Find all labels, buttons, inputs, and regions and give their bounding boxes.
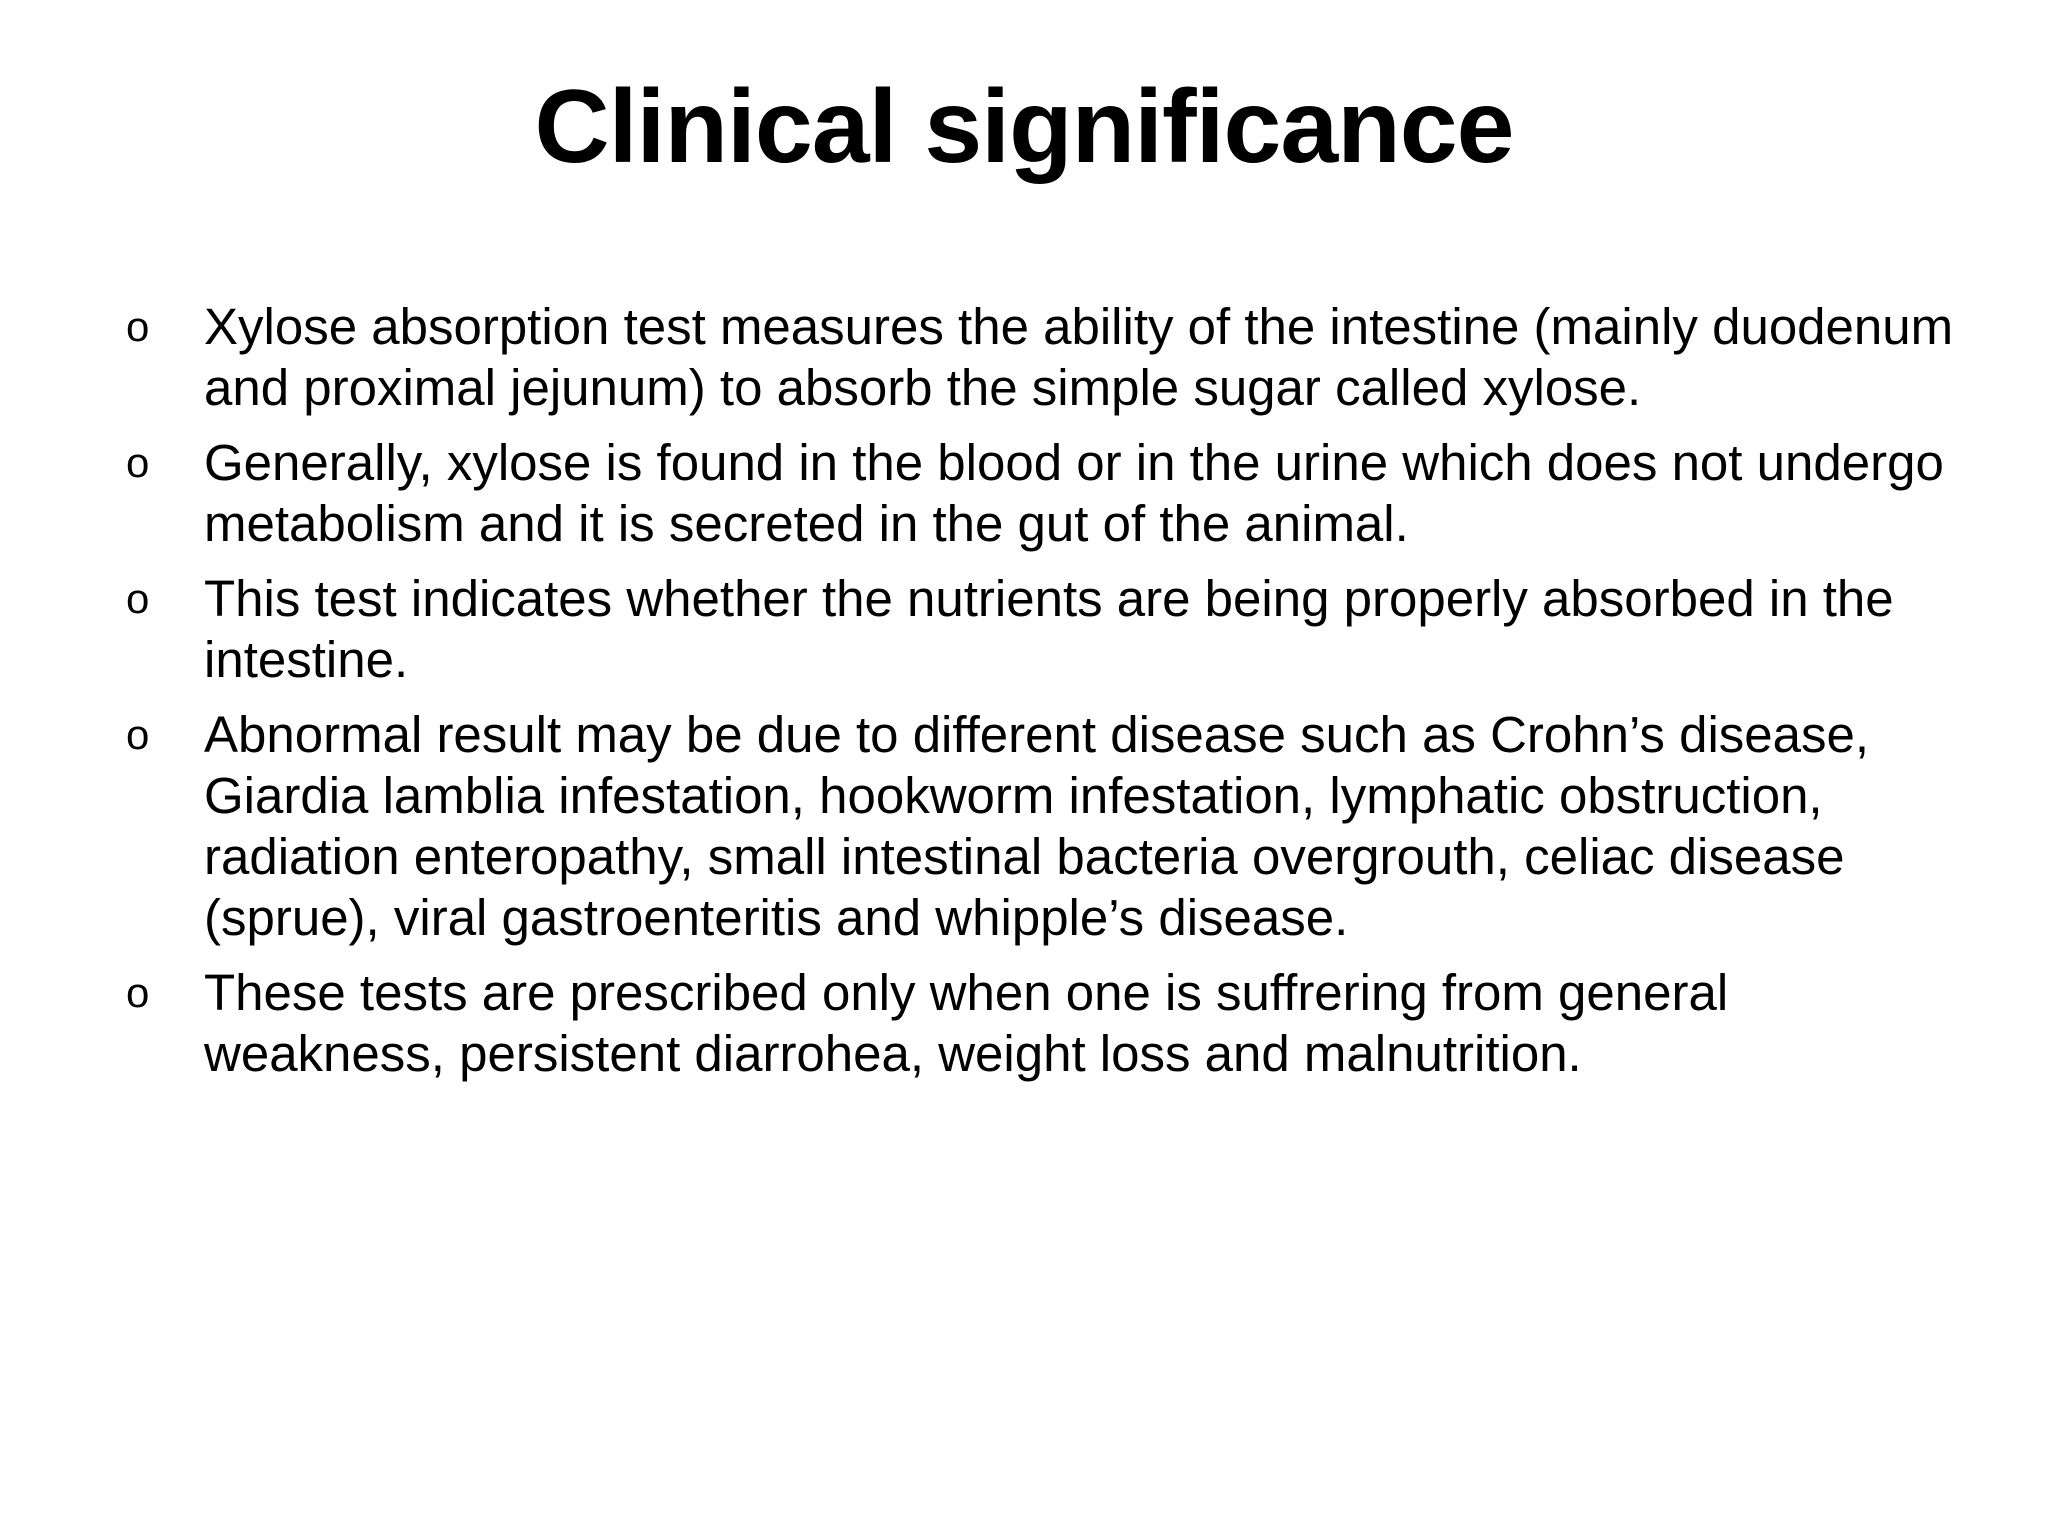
slide-title: Clinical significance <box>534 69 1514 185</box>
bullet-item <box>120 296 1960 418</box>
circle-bullet-icon: o <box>126 575 150 622</box>
bullet-item <box>120 704 1960 948</box>
circle-bullet-icon: o <box>126 303 150 350</box>
circle-bullet-icon: o <box>126 711 150 758</box>
bullet-text: Generally, xylose is found in the blood or in the urine which does not undergo metabolism and it is secreted in the gut of the animal. <box>204 434 1944 552</box>
bullet-text: Abnormal result may be due to different disease such as Crohn’s disease, Giardia lamblia infestation, hookworm infestation, lymphatic obstruction, radiation enteropathy, small intestinal bacteria overgrouth, celiac disease (sprue), viral gastroenteritis and whipple’s disease. <box>204 706 1870 946</box>
bullet-text: This test indicates whether the nutrients are being properly absorbed in the intestine. <box>204 570 1894 688</box>
bullet-text: These tests are prescribed only when one is suffrering from general weakness, persistent diarrohea, weight loss and malnutrition. <box>204 964 1729 1082</box>
bullet-item <box>120 568 1960 690</box>
bullet-list <box>120 296 1960 1098</box>
circle-bullet-icon: o <box>126 969 150 1016</box>
bullet-item <box>120 432 1960 554</box>
bullet-text: Xylose absorption test measures the ability of the intestine (mainly duodenum and proximal jejunum) to absorb the simple sugar called xylose. <box>204 298 1954 416</box>
bullet-item <box>120 962 1960 1084</box>
circle-bullet-icon: o <box>126 439 150 486</box>
